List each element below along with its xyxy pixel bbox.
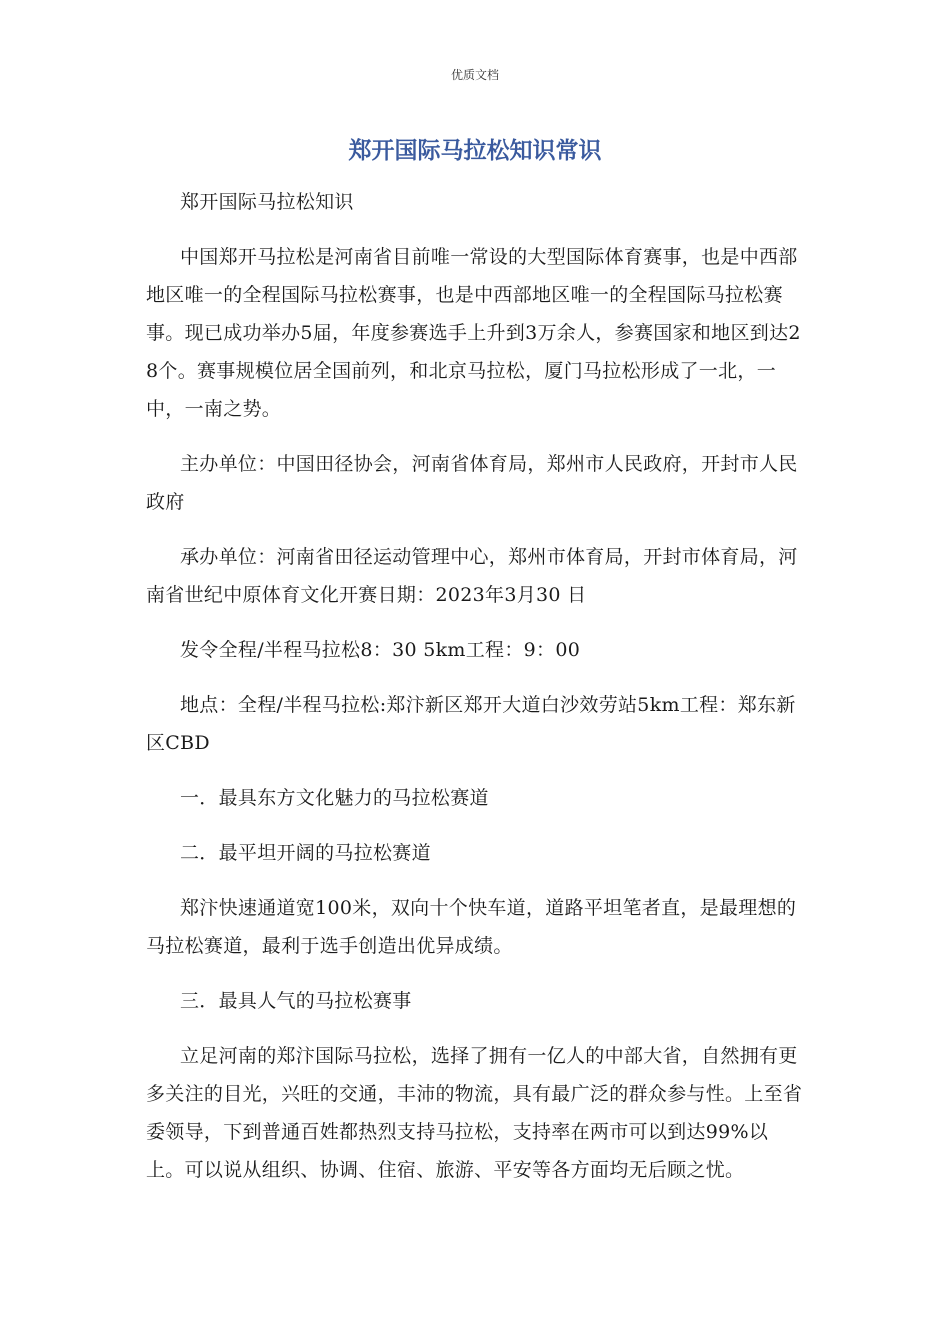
paragraph-location: 地点：全程/半程马拉松:郑汴新区郑开大道白沙效劳站5km工程：郑东新区CBD [146,694,796,754]
paragraph-subtitle: 郑开国际马拉松知识 [180,191,354,213]
header-label: 优质文档 [450,68,499,82]
section-heading-1: 一．最具东方文化魅力的马拉松赛道 [180,787,489,809]
paragraph-route: 郑汴快速通道宽100米，双向十个快车道，道路平坦笔者直，是最理想的马拉松赛道，最利于选手创造出优异成绩。 [146,897,797,957]
document-body [146,183,806,1206]
paragraph-start-time: 发令全程/半程马拉松8：30 5km工程：9：00 [180,639,581,661]
paragraph-organizer: 主办单位：中国田径协会，河南省体育局，郑州市人民政府，开封市人民政府 [146,453,798,513]
paragraph-popularity: 立足河南的郑汴国际马拉松，选择了拥有一亿人的中部大省，自然拥有更多关注的目光，兴旺的交通，丰沛的物流，具有最广泛的群众参与性。上至省委领导，下到普通百姓都热烈支持马拉松，支持率在两市可以到达99%以上。可以说从组织、协调、住宿、旅游、平安等各方面均无后顾之忧。 [146,1045,803,1181]
section-heading-2: 二．最平坦开阔的马拉松赛道 [180,842,431,864]
paragraph-intro: 中国郑开马拉松是河南省目前唯一常设的大型国际体育赛事，也是中西部地区唯一的全程国际马拉松赛事，也是中西部地区唯一的全程国际马拉松赛事。现已成功举办5届，年度参赛选手上升到3万余人，参赛国家和地区到达28个。赛事规模位居全国前列，和北京马拉松，厦门马拉松形成了一北，一中，一南之势。 [146,246,801,420]
document-title: 郑开国际马拉松知识常识 [348,138,602,164]
paragraph-host: 承办单位：河南省田径运动管理中心，郑州市体育局，开封市体育局，河南省世纪中原体育文化开赛日期：2023年3月30 日 [146,546,798,606]
section-heading-3: 三．最具人气的马拉松赛事 [180,990,412,1012]
